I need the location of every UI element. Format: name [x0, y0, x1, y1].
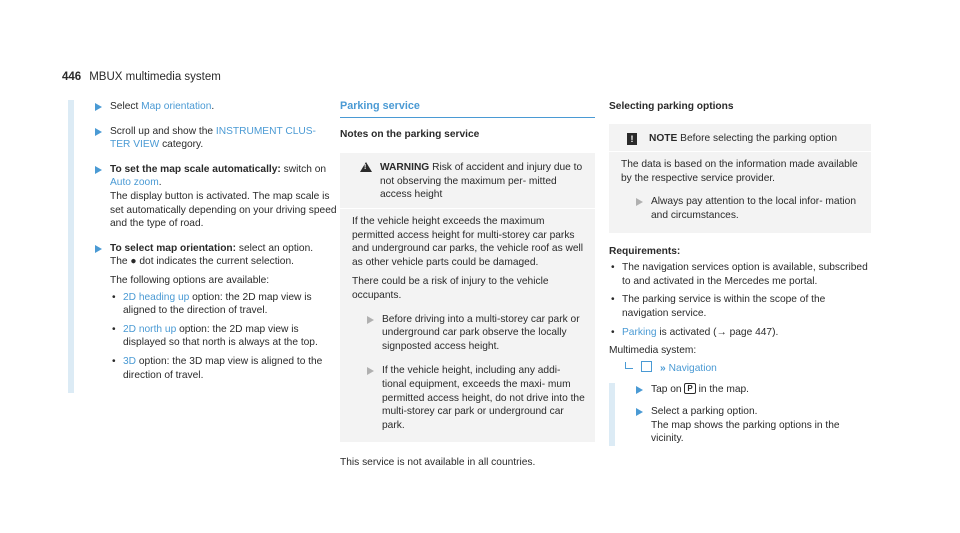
- step-arrow-icon: [636, 386, 643, 394]
- warning-step: If the vehicle height, including any addi‐ tional equipment, exceeds the maxi‐ mum permitted access height, do not drive into the multi-storey car park or underground car park.: [352, 364, 585, 432]
- dot-indicator-text: The ● dot indicates the current selection.: [110, 256, 294, 268]
- column-parking-options: [609, 100, 871, 446]
- note-paragraph: The data is based on the information made available by the respective service provider.: [621, 159, 858, 184]
- orientation-options-list: [110, 291, 338, 383]
- manual-title: MBUX multimedia system: [89, 71, 221, 83]
- warning-paragraph: There could be a risk of injury to the vehicle occupants.: [352, 276, 549, 301]
- warning-box: [340, 153, 595, 442]
- step-auto-zoom: To set the map scale automatically: switch on Auto zoom. The display button is activated. The map scale is set automatically depending on your driving speed and the type of road.: [80, 163, 338, 231]
- warning-paragraph: If the vehicle height exceeds the maximum permitted access height for multi-storey car parks and underground car parks, the vehicle roof as well as other vehicle parts could be damaged.: [352, 215, 584, 268]
- list-item: • The parking service is within the scope of the navigation service.: [609, 293, 871, 320]
- map-orientation-link[interactable]: Map orientation: [141, 101, 212, 112]
- parking-p-icon[interactable]: P: [684, 383, 695, 394]
- column-map-settings: [68, 100, 338, 393]
- step-scroll-instrument-cluster: Scroll up and show the INSTRUMENT CLUS‐ TER VIEW category.: [80, 125, 338, 152]
- option-2d-heading-up[interactable]: 2D heading up: [123, 291, 190, 303]
- multimedia-label: Multimedia system:: [609, 345, 697, 357]
- note-lead: Before selecting the parking option: [677, 132, 838, 144]
- note-icon: !: [627, 133, 637, 145]
- step-arrow-icon: [636, 198, 643, 206]
- requirements-heading: Requirements:: [609, 245, 681, 257]
- step-arrow-icon: [367, 316, 374, 324]
- step-select-map-orientation: Select Map orientation.: [80, 100, 338, 114]
- requirements-list: [609, 261, 871, 339]
- list-item: • 3D option: the 3D map view is aligned to the direction of travel.: [110, 355, 338, 382]
- list-item: • 2D heading up option: the 2D map view is aligned to the direction of travel.: [110, 291, 338, 318]
- page-header: [62, 71, 221, 83]
- parking-link[interactable]: Parking: [622, 326, 657, 338]
- page-number: 446: [62, 71, 82, 83]
- warning-step: Before driving into a multi-storey car park or underground car park observe the locally signposted access height.: [352, 313, 585, 354]
- note-step: Always pay attention to the local infor‐ mation and circumstances.: [621, 195, 861, 222]
- warning-lead: Risk of accident and injury due to not observing the maximum per‐ mitted access height: [380, 162, 583, 201]
- option-3d[interactable]: 3D: [123, 355, 137, 367]
- path-corner-icon: [625, 362, 633, 369]
- auto-zoom-link[interactable]: Auto zoom: [110, 177, 159, 189]
- instrument-cluster-view-link[interactable]: INSTRUMENT CLUS‐ TER VIEW: [110, 125, 316, 151]
- warning-triangle-icon: [360, 162, 372, 172]
- availability-note: This service is not available in all countries.: [340, 457, 536, 469]
- step-select-parking-option: Select a parking option. The map shows the parking options in the vicinity.: [621, 405, 871, 446]
- list-item: • Parking is activated (→ page 447).: [609, 326, 871, 340]
- step-arrow-icon: [95, 166, 102, 174]
- section-title: Parking service: [340, 100, 595, 118]
- warning-label: WARNING: [380, 162, 430, 174]
- option-2d-north-up[interactable]: 2D north up: [123, 323, 177, 335]
- chevron-right-icon: »: [660, 362, 666, 374]
- step-arrow-icon: [95, 245, 102, 253]
- list-item: • The navigation services option is available, subscribed to and activated in the Mercedes me portal.: [609, 261, 871, 288]
- navigation-path: [609, 361, 871, 376]
- step-tap-p: Tap on P in the map.: [621, 383, 871, 397]
- step-select-orientation-option: To select map orientation: select an option. The ● dot indicates the current selection. The following options are available: • 2D heading up option: the 2D map view is aligned to the direction of travel. • 2D north up option: the 2D map view is displayed so that north is always at the top. • 3D option: the 3D map view is aligned to the direction of travel.: [80, 242, 338, 382]
- notes-heading: Notes on the parking service: [340, 128, 480, 140]
- step-arrow-icon: [367, 367, 374, 375]
- step-arrow-icon: [95, 103, 102, 111]
- note-label: NOTE: [649, 132, 678, 144]
- list-item: • 2D north up option: the 2D map view is displayed so that north is always at the top.: [110, 323, 338, 350]
- step-arrow-icon: [636, 408, 643, 416]
- home-icon[interactable]: [641, 361, 652, 372]
- navigation-link[interactable]: Navigation: [668, 362, 717, 374]
- auto-zoom-description: The display button is activated. The map scale is set automatically depending on your driving speed and the type of road.: [110, 190, 337, 230]
- column-parking-service: [340, 100, 595, 470]
- options-intro: The following options are available:: [110, 274, 270, 286]
- note-box: [609, 124, 871, 233]
- step-arrow-icon: [95, 128, 102, 136]
- parking-options-heading: Selecting parking options: [609, 101, 734, 112]
